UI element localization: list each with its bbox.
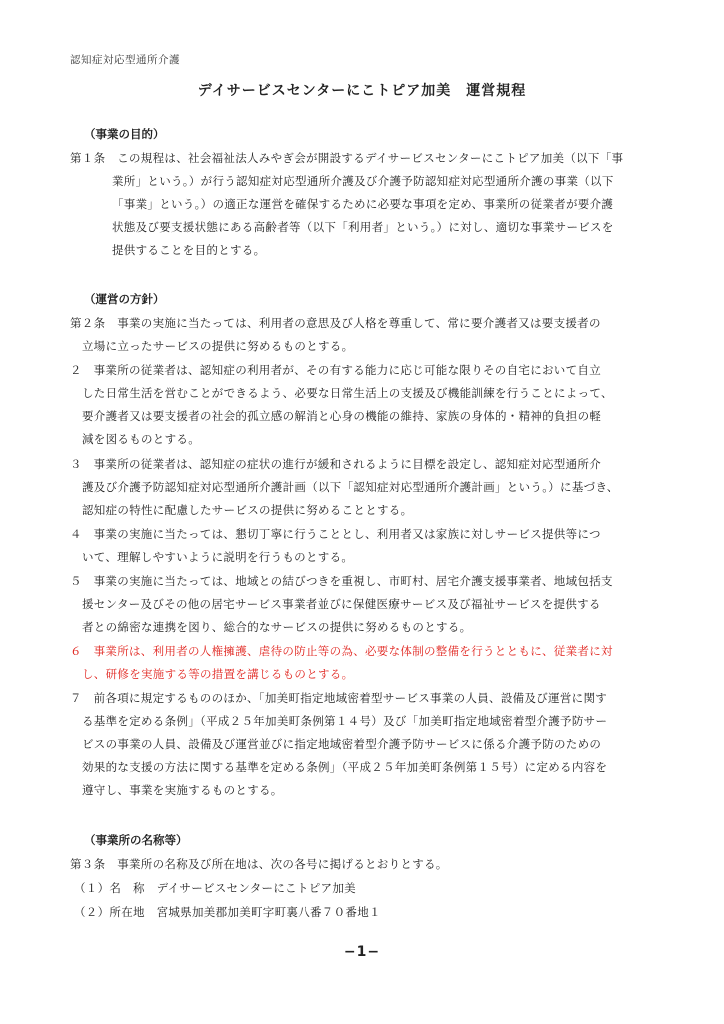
article-2-line: ビスの事業の人員、設備及び運営並びに指定地域密着型介護予防サービスに係る介護予防のための: [82, 737, 602, 751]
article-2-line: 遵守し、事業を実施するものとする。: [82, 783, 283, 797]
article-1-line: 提供することを目的とする。: [112, 243, 266, 257]
article-2-line: した日常生活を営むことができるよう、必要な日常生活上の支援及び機能訓練を行うことによって、: [82, 386, 613, 400]
article-2-line: 効果的な支援の方法に関する基準を定める条例」（平成２５年加美町条例第１５号）に定める内容を: [82, 760, 608, 774]
article-2-line: いて、理解しやすいように説明を行うものとする。: [82, 550, 354, 564]
article-2-line: 要介護者又は要支援者の社会的孤立感の解消と心身の機能の維持、家族の身体的・精神的負担の軽: [82, 409, 602, 423]
article-2-line: 減を図るものとする。: [82, 432, 200, 446]
article-2-line: 認知症の特性に配慮したサービスの提供に努めることとする。: [82, 503, 413, 517]
article-2-line: ４ 事業の実施に当たっては、懇切丁寧に行うこととし、利用者又は家族に対しサービス提供等につ: [70, 527, 601, 541]
article-2-line: る基準を定める条例」（平成２５年加美町条例第１４号）及び「加美町指定地域密着型介護予防サー: [82, 714, 608, 728]
article-1-line: 「事業」という。）の適正な運営を確保するために必要な事項を定め、事業所の従業者が要介護: [112, 197, 614, 211]
article-3-item: （２）所在地 宮城県加美郡加美町字町裏八番７０番地１: [74, 905, 381, 919]
article-2-line: ７ 前各項に規定するもののほか、「加美町指定地域密着型サービス事業の人員、設備及び運営に関す: [70, 691, 608, 705]
article-1-line: 第１条 この規程は、社会福祉法人みやぎ会が開設するデイサービスセンターにこトピア加美（以下「事: [70, 151, 624, 165]
section-heading-purpose: （事業の目的）: [84, 127, 165, 141]
section-heading-facility-name: （事業所の名称等）: [84, 833, 188, 847]
article-3-item: （１）名 称 デイサービスセンターにこトピア加美: [74, 881, 356, 895]
article-1-line: 状態及び要支援状態にある高齢者等（以下「利用者」という。）に対し、適切な事業サービスを: [112, 220, 614, 234]
article-2-line: 立場に立ったサービスの提供に努めるものとする。: [82, 339, 354, 353]
article-2-line: ３ 事業所の従業者は、認知症の症状の進行が緩和されるように目標を設定し、認知症対応型通所介: [70, 457, 601, 471]
article-2-line: ５ 事業の実施に当たっては、地域との結びつきを重視し、市町村、居宅介護支援事業者、地域包括支: [70, 574, 613, 588]
article-2-line: 第２条 事業の実施に当たっては、利用者の意思及び人格を尊重して、常に要介護者又は要支援者の: [70, 316, 601, 330]
article-2-line: ２ 事業所の従業者は、認知症の利用者が、その有する能力に応じ可能な限りその自宅において自立: [70, 363, 601, 377]
article-2-line: 者との綿密な連携を図り、総合的なサービスの提供に努めるものとする。: [82, 620, 472, 634]
article-2-highlighted-line: し、研修を実施する等の措置を講じるものとする。: [82, 667, 354, 681]
document-title: デイサービスセンターにこトピア加美 運営規程: [197, 83, 527, 99]
article-3-line: 第３条 事業所の名称及び所在地は、次の各号に掲げるとおりとする。: [70, 857, 448, 871]
article-2-highlighted-line: ６ 事業所は、利用者の人権擁護、虐待の防止等の為、必要な体制の整備を行うとともに、従業者に対: [70, 644, 613, 658]
article-2-line: 援センター及びその他の居宅サービス事業者並びに保健医療サービス及び福祉サービスを提供する: [82, 597, 601, 611]
article-1-line: 業所」という。）が行う認知症対応型通所介護及び介護予防認知症対応型通所介護の事業（以下: [112, 174, 614, 188]
article-2-line: 護及び介護予防認知症対応型通所介護計画（以下「認知症対応型通所介護計画」という。）に基づき、: [82, 480, 619, 494]
page-number: −1−: [343, 944, 381, 960]
section-heading-policy: （運営の方針）: [84, 292, 165, 306]
document-type-label: 認知症対応型通所介護: [70, 54, 180, 66]
